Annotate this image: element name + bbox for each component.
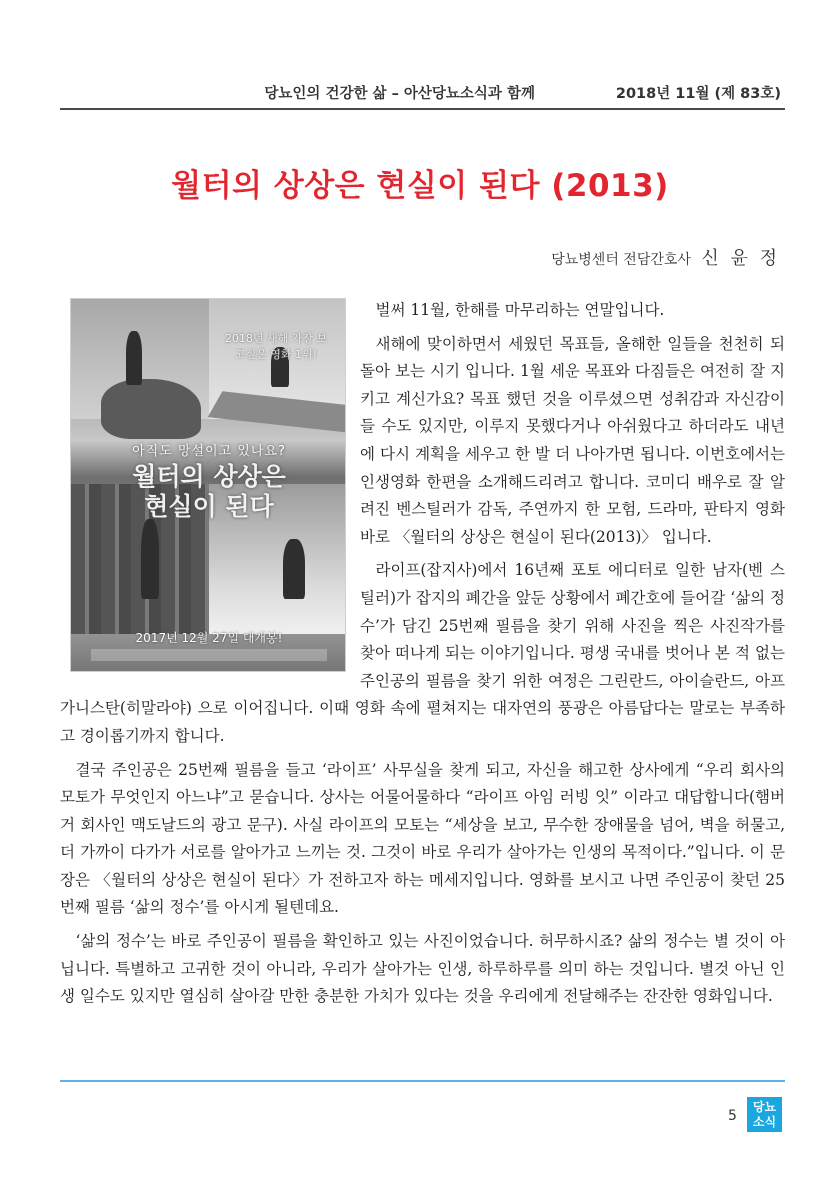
byline-role: 당뇨병센터 전담간호사 xyxy=(551,252,691,268)
movie-poster-image xyxy=(70,298,346,672)
paragraph: 새해에 맞이하면서 세웠던 목표들, 올해한 일들을 천천히 되돌아 보는 시기 입니다. 1월 세운 목표와 다짐들은 여전히 잘 지키고 계신가요? 목표 했던 것을 이루셨으면 성취감과 자신감이 들 수도 있지만, 이루지 못했다거나 아쉬웠다고 하더라도 내년에 다시 계획을 세우고 한 발 더 나아가면 됩니다. 이번호에서는 인생영화 한편을 소개해드리려고 합니다. 코미디 배우로 잘 알려진 벤스틸러가 감독, 주연까지 한 모험, 드라마, 판타지 영화 바로 〈월터의 상상은 현실이 된다(2013)〉 입니다. xyxy=(360,334,785,546)
poster-title-line2: 현실이 된다 xyxy=(144,492,274,521)
poster-title-line1: 월터의 상상은 xyxy=(132,462,286,491)
page-header xyxy=(60,80,785,110)
poster-tagline: 아직도 망설이고 있나요? xyxy=(132,444,286,459)
poster-figure xyxy=(283,539,305,599)
poster-rock xyxy=(101,379,201,439)
poster-promo: 2018년 새해 가장 보고싶은 영화 1위! xyxy=(224,332,328,361)
badge-line2: 소식 xyxy=(752,1115,777,1129)
badge-line1: 당뇨 xyxy=(752,1100,777,1114)
byline xyxy=(551,244,780,270)
paragraph: 벌써 11월, 한해를 마무리하는 연말입니다. xyxy=(375,301,665,319)
byline-author: 신 윤 정 xyxy=(701,248,780,269)
paragraph: 결국 주인공은 25번째 필름을 들고 ‘라이프’ 사무실을 찾게 되고, 자신을 해고한 상사에게 “우리 회사의 모토가 무엇인지 아느냐”고 묻습니다. 상사는 어물어물하다 “라이프 아임 러빙 잇” 이라고 대답합니다(햄버거 회사인 맥도날드의 광고 문구). 사실 라이프의 모토는 “세상을 보고, 무수한 장애물을 넘어, 벽을 허물고, 더 가까이 다가가 서로를 알아가고 느끼는 것. 그것이 바로 우리가 살아가는 인생의 목적이다.”입니다. 이 문장은 〈월터의 상상은 현실이 된다〉가 전하고자 하는 메세지입니다. 영화를 보시고 나면 주인공이 찾던 25번째 필름 ‘삶의 정수’를 아시게 될텐데요. xyxy=(60,760,785,917)
newsletter-series-title: 당뇨인의 건강한 삶 – 아산당뇨소식과 함께 xyxy=(264,86,535,102)
poster-figure xyxy=(126,331,142,385)
poster-credits-block xyxy=(91,649,327,661)
newsletter-badge-logo xyxy=(747,1097,782,1132)
footer-divider xyxy=(60,1080,785,1082)
poster-title xyxy=(71,462,346,522)
article-title: 월터의 상상은 현실이 된다 (2013) xyxy=(171,168,669,204)
issue-date: 2018년 11월 (제 83호) xyxy=(615,86,781,102)
page-number: 5 xyxy=(728,1108,737,1124)
poster-figure xyxy=(141,519,159,599)
poster-release-date: 2017년 12월 27일 대개봉! xyxy=(135,631,283,645)
paragraph: ‘삶의 정수’는 바로 주인공이 필름을 확인하고 있는 사진이었습니다. 허무하시죠? 삶의 정수는 별 것이 아닙니다. 특별하고 고귀한 것이 아니라, 우리가 살아가는 인생, 하루하루를 의미 하는 것입니다. 별것 아닌 인생 일수도 있지만 열심히 살아갈 만한 충분한 가치가 있다는 것을 우리에게 전달해주는 잔잔한 영화입니다. xyxy=(60,932,785,1006)
paragraph: 라이프(잡지사)에서 16년째 포토 에디터로 일한 남자(벤 스틸러)가 잡지의 폐간을 앞둔 상황에서 폐간호에 들어갈 ‘삶의 정수’가 담긴 25번째 필름을 찾기 위해 사진을 찍은 사진작가를 찾아 떠나게 되는 이야기입니다. 평생 국내를 벗어나 본 적 없는 주인공의 필름을 찾기 위한 여정은 그린란드, 아이슬란드, 아프가니스탄(히말라야) 으로 이어집니다. 이때 영화 속에 펼쳐지는 대자연의 풍광은 아름답다는 말로는 부족하고 경이롭기까지 합니다. xyxy=(60,561,785,745)
